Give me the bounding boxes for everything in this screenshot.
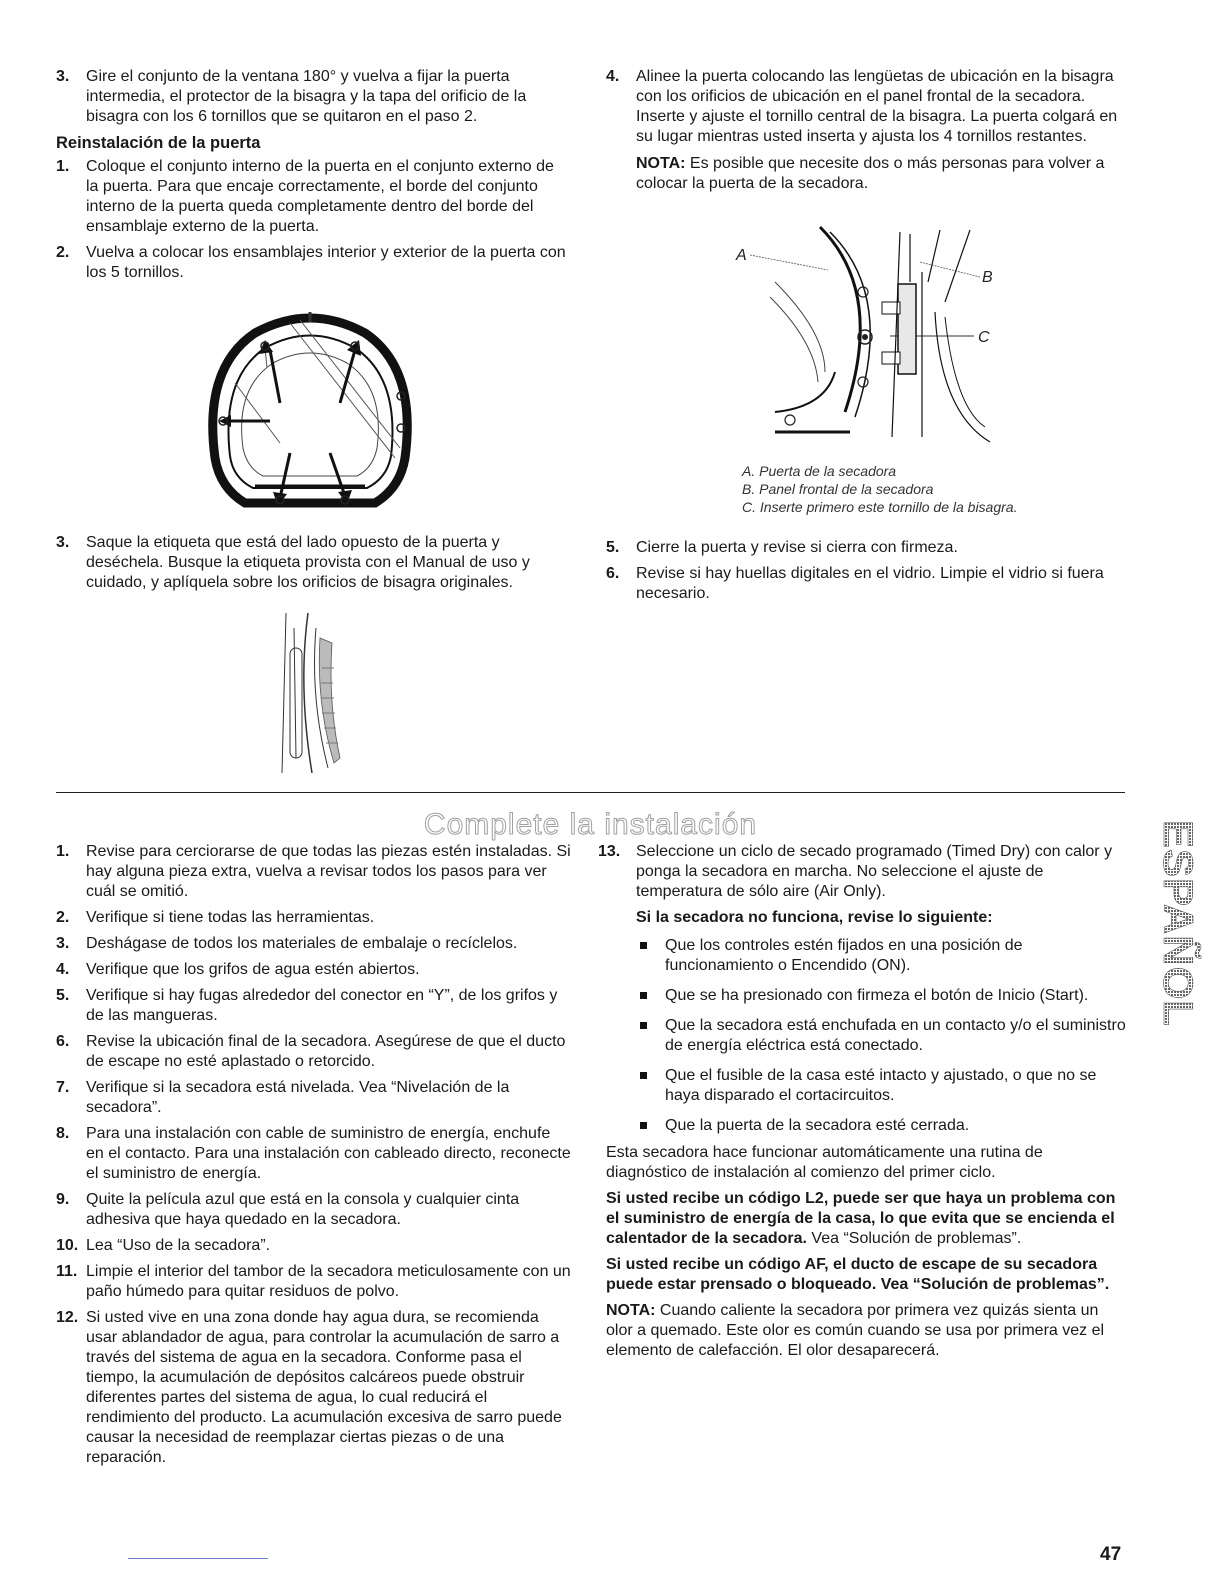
nota-smell — [606, 1301, 1126, 1361]
bullet-text: Que el fusible de la casa esté intacto y ajustado, o que no se haya disparado el cortacircuitos. — [665, 1067, 1097, 1104]
checklist-right-column — [598, 842, 1126, 1361]
troubleshoot-bullet — [606, 1066, 1126, 1106]
step-text: Seleccione un ciclo de secado programado (Timed Dry) con calor y ponga la secadora en marcha. No seleccione el ajuste de temperatura de sólo aire (Air Only). — [636, 843, 1113, 900]
checklist-item — [56, 908, 571, 928]
step-3-rotate-window — [56, 67, 568, 127]
nota-text: Es posible que necesite dos o más personas para volver a colocar la puerta de la secadora. — [636, 155, 1105, 192]
nota-label: NOTA: — [606, 1302, 656, 1319]
step-number: 1. — [56, 158, 70, 175]
troubleshoot-bullet — [606, 936, 1126, 976]
step-number: 9. — [56, 1191, 70, 1208]
top-left-column — [56, 67, 568, 283]
step-text: Coloque el conjunto interno de la puerta en el conjunto externo de la puerta. Para que encaje correctamente, el borde del conjunto interno de la puerta queda completamente dentro del borde del ensamblaje externo de la puerta. — [86, 158, 554, 235]
checklist-item — [56, 842, 571, 902]
l2-code-note — [606, 1189, 1126, 1249]
reinstall-step-4 — [606, 67, 1126, 147]
caption-b: B. Panel frontal de la secadora — [742, 481, 934, 497]
troubleshoot-bullet — [606, 1116, 1126, 1136]
checklist-item — [56, 960, 571, 980]
reinstall-heading: Reinstalación de la puerta — [56, 134, 261, 152]
reinstall-step-6 — [606, 564, 1126, 604]
troubleshoot-bullet — [606, 1016, 1126, 1056]
auto-diagnostic-text: Esta secadora hace funcionar automáticamente una rutina de diagnóstico de instalación al comienzo del primer ciclo. — [606, 1144, 1043, 1181]
checklist-item — [56, 1236, 571, 1256]
af-code-note: Si usted recibe un código AF, el ducto de escape de su secadora puede estar prensado o bloqueado. Vea “Solución de problemas”. — [606, 1256, 1110, 1293]
step-text: Gire el conjunto de la ventana 180° y vuelva a fijar la puerta intermedia, el protector de la bisagra y la tapa del orificio de la bisagra con los 6 tornillos que se quitaron en el paso 2. — [86, 68, 527, 125]
bullet-square-icon — [640, 942, 647, 949]
footer-rule — [128, 1558, 268, 1559]
step-number: 10. — [56, 1237, 79, 1254]
step-text: Cierre la puerta y revise si cierra con firmeza. — [636, 539, 958, 556]
step-text: Vuelva a colocar los ensamblajes interior y exterior de la puerta con los 5 tornillos. — [86, 244, 566, 281]
checklist-left-column — [56, 842, 571, 1468]
step-number: 2. — [56, 909, 70, 926]
bullet-square-icon — [640, 1072, 647, 1079]
step-number: 13. — [598, 843, 621, 860]
checklist-item — [56, 1262, 571, 1302]
nota-text: Cuando caliente la secadora por primera vez quizás sienta un olor a quemado. Este olor es común cuando se usa por primera vez el elemento de calefacción. El olor desaparecerá. — [606, 1302, 1105, 1359]
top-right-column-lower — [606, 538, 1126, 604]
checklist-item-13 — [598, 842, 1126, 902]
nota-door — [636, 154, 1126, 194]
step-number: 6. — [56, 1033, 70, 1050]
page-number: 47 — [1100, 1544, 1122, 1565]
step-text: Limpie el interior del tambor de la secadora meticulosamente con un paño húmedo para quitar residuos de polvo. — [86, 1263, 571, 1300]
step-text: Verifique si hay fugas alrededor del conector en “Y”, de los grifos y de las mangueras. — [86, 987, 558, 1024]
l2-bold: Si usted recibe un código L2, puede ser que haya un problema con el suministro de energía de la casa, lo que evita que se encienda el calentador de la secadora. — [606, 1190, 1116, 1247]
step-number: 3. — [56, 68, 70, 85]
troubleshoot-bullets — [606, 936, 1126, 1136]
step-text: Revise la ubicación final de la secadora. Asegúrese de que el ducto de escape no esté aplastado o retorcido. — [86, 1033, 566, 1070]
step-text: Si usted vive en una zona donde hay agua dura, se recomienda usar ablandador de agua, para controlar la acumulación de sarro a través del sistema de agua en la secadora. Conforme pasa el tiempo, la acumulación de depósitos calcáreos puede obstruir diferentes partes del sistema de agua, lo cual reducirá el rendimiento del producto. La acumulación excesiva de sarro puede causar la necesidad de reemplazar ciertas piezas o de una reparación. — [86, 1309, 562, 1466]
hinge-illustration — [730, 222, 1010, 452]
step-number: 8. — [56, 1125, 70, 1142]
step-text: Lea “Uso de la secadora”. — [86, 1237, 271, 1254]
label-a: A — [736, 247, 747, 264]
step-number: 4. — [606, 68, 620, 85]
step-text: Deshágase de todos los materiales de embalaje o recíclelos. — [86, 935, 518, 952]
reinstall-step-3 — [56, 533, 568, 593]
step-number: 2. — [56, 244, 70, 261]
step-number: 3. — [56, 534, 70, 551]
step-number: 11. — [56, 1263, 78, 1280]
step-text: Alinee la puerta colocando las lengüetas de ubicación en la bisagra con los orificios de ubicación en el panel frontal de la secadora. Inserte y ajuste el tornillo central de la bisagra. La puerta colgará en su lugar mientras usted inserta y ajusta los 4 tornillos restantes. — [636, 68, 1118, 145]
door-assembly-illustration — [195, 308, 425, 518]
section-divider — [56, 792, 1125, 793]
bullet-text: Que los controles estén fijados en una posición de funcionamiento o Encendido (ON). — [665, 937, 1023, 974]
step-number: 4. — [56, 961, 70, 978]
section-title: Complete la instalación — [423, 808, 758, 841]
step-number: 3. — [56, 935, 70, 952]
checklist-item — [56, 1032, 571, 1072]
troubleshoot-heading: Si la secadora no funciona, revise lo siguiente: — [636, 909, 993, 926]
bullet-square-icon — [640, 1022, 647, 1029]
step-text: Para una instalación con cable de suministro de energía, enchufe en el contacto. Para una instalación con cableado directo, reconecte el suministro de energía. — [86, 1125, 571, 1182]
step-number: 5. — [606, 539, 620, 556]
checklist-item — [56, 986, 571, 1026]
checklist-item — [56, 1124, 571, 1184]
checklist-item — [56, 934, 571, 954]
label-b: B — [982, 269, 993, 286]
step-text: Verifique si tiene todas las herramientas. — [86, 909, 375, 926]
checklist-item — [56, 1308, 571, 1468]
bullet-square-icon — [640, 1122, 647, 1129]
step-text: Verifique que los grifos de agua estén abiertos. — [86, 961, 420, 978]
bullet-text: Que se ha presionado con firmeza el botón de Inicio (Start). — [665, 987, 1089, 1004]
reinstall-step-2 — [56, 243, 568, 283]
nota-label: NOTA: — [636, 155, 686, 172]
door-side-label-illustration — [268, 608, 358, 778]
reinstall-step-5 — [606, 538, 1126, 558]
caption-c: C. Inserte primero este tornillo de la bisagra. — [742, 499, 1018, 515]
hinge-captions — [742, 462, 1082, 516]
troubleshoot-bullet — [606, 986, 1126, 1006]
step-text: Revise si hay huellas digitales en el vidrio. Limpie el vidrio si fuera necesario. — [636, 565, 1104, 602]
bullet-text: Que la secadora está enchufada en un contacto y/o el suministro de energía eléctrica está conectado. — [665, 1017, 1126, 1054]
language-side-tab — [1124, 815, 1202, 1055]
reinstall-step-1 — [56, 157, 568, 237]
step-number: 12. — [56, 1309, 79, 1326]
bullet-text: Que la puerta de la secadora esté cerrada. — [665, 1117, 970, 1134]
top-right-column — [606, 67, 1126, 194]
checklist-item — [56, 1078, 571, 1118]
bullet-square-icon — [640, 992, 647, 999]
step-text: Revise para cerciorarse de que todas las piezas estén instaladas. Si hay alguna pieza extra, vuelva a revisar todos los pasos para ver cuál se omitió. — [86, 843, 571, 900]
step-text: Verifique si la secadora está nivelada. Vea “Nivelación de la secadora”. — [86, 1079, 510, 1116]
step-number: 7. — [56, 1079, 70, 1096]
caption-a: A. Puerta de la secadora — [742, 463, 897, 479]
step-text: Quite la película azul que está en la consola y cualquier cinta adhesiva que haya quedado en la secadora. — [86, 1191, 520, 1228]
checklist-item — [56, 1190, 571, 1230]
step-number: 6. — [606, 565, 620, 582]
l2-rest: Vea “Solución de problemas”. — [806, 1230, 1022, 1247]
step-number: 5. — [56, 987, 70, 1004]
top-left-column-lower — [56, 533, 568, 593]
label-c: C — [978, 329, 990, 346]
side-tab-text: ESPAÑOL — [1155, 820, 1202, 1027]
step-text: Saque la etiqueta que está del lado opuesto de la puerta y deséchela. Busque la etiqueta provista con el Manual de uso y cuidado, y aplíquela sobre los orificios de bisagra originales. — [86, 534, 530, 591]
step-number: 1. — [56, 843, 70, 860]
